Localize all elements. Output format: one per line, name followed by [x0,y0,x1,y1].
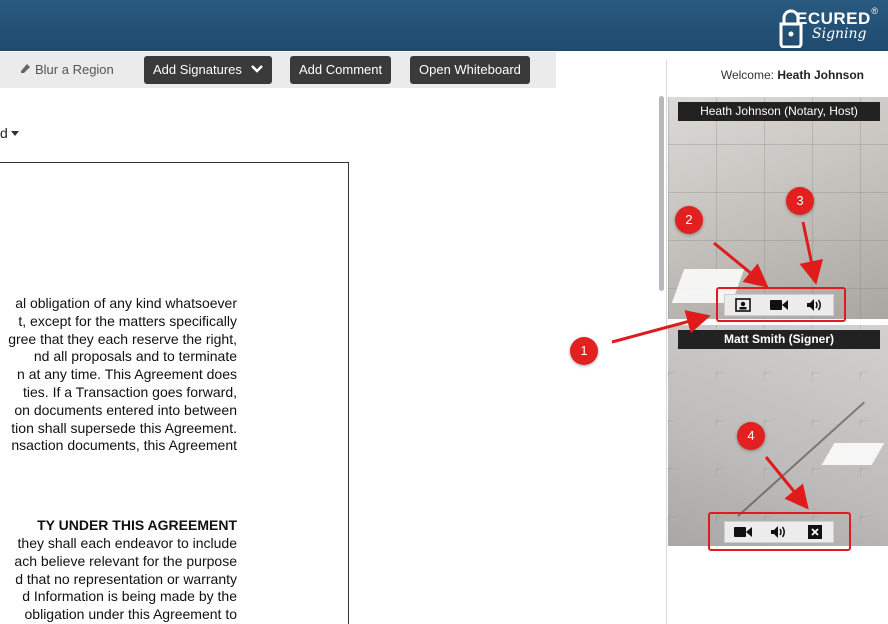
document-line: nd all proposals and to terminate [33,348,237,365]
welcome-prefix: Welcome: [720,68,774,82]
add-comment-button[interactable] [290,56,391,84]
document-line: ach believe relevant for the purpose [14,552,237,569]
panel-divider [666,60,667,624]
annotation-box-signer-controls [708,512,851,551]
document-line: al obligation of any kind whatsoever [15,295,237,311]
logo-word: ECURED [796,9,871,28]
annotation-badge-3: 3 [786,187,814,215]
document-line: on documents entered into between [14,401,237,418]
chevron-down-icon [251,64,263,74]
eraser-icon [20,62,32,74]
open-whiteboard-label: Open Whiteboard [419,62,521,77]
annotation-badge-4: 4 [737,422,765,450]
document-line: obligation under this Agreement to [24,606,237,623]
document-line: they shall each endeavor to include [17,535,237,551]
annotation-box-host-controls [716,287,846,322]
welcome-message [721,68,864,82]
document-selector-fragment[interactable]: d [0,125,8,141]
blur-region-button[interactable] [20,62,114,77]
add-signatures-button[interactable] [144,56,272,84]
document-toolbar [0,52,556,88]
ceiling-light [822,443,885,465]
document-line: d Information is being made by the [22,588,237,605]
document-paragraph-2 [0,535,237,624]
document-line: tion shall supersede this Agreement. [11,419,237,436]
document-line: n at any time. This Agreement does [17,366,237,383]
add-signatures-label: Add Signatures [153,62,242,77]
document-page[interactable] [0,162,349,624]
video-label-signer: Matt Smith (Signer) [678,330,880,349]
document-heading-text: TY UNDER THIS AGREEMENT [37,517,237,533]
document-paragraph-1 [0,295,237,455]
logo-registered: ® [871,6,878,16]
document-line: nsaction documents, this Agreement [11,437,237,454]
add-comment-label: Add Comment [299,62,383,77]
video-feed-host [668,97,888,319]
panel-scrollbar[interactable] [659,96,664,291]
document-line: gree that they each reserve the right, [8,330,237,347]
video-label-host: Heath Johnson (Notary, Host) [678,102,880,121]
blur-region-label: Blur a Region [35,62,114,77]
document-heading [0,517,237,535]
secured-signing-logo [778,6,878,48]
document-line: d that no representation or warranty [15,570,237,587]
logo-script: Signing [812,26,867,42]
document-line: ties. If a Transaction goes forward, [23,383,237,400]
annotation-badge-1: 1 [570,337,598,365]
document-line: t, except for the matters specifically [18,312,237,329]
annotation-badge-2: 2 [675,206,703,234]
top-header [0,0,888,51]
welcome-user-name: Heath Johnson [777,68,864,82]
open-whiteboard-button[interactable] [410,56,530,84]
caret-down-icon[interactable] [11,131,19,136]
